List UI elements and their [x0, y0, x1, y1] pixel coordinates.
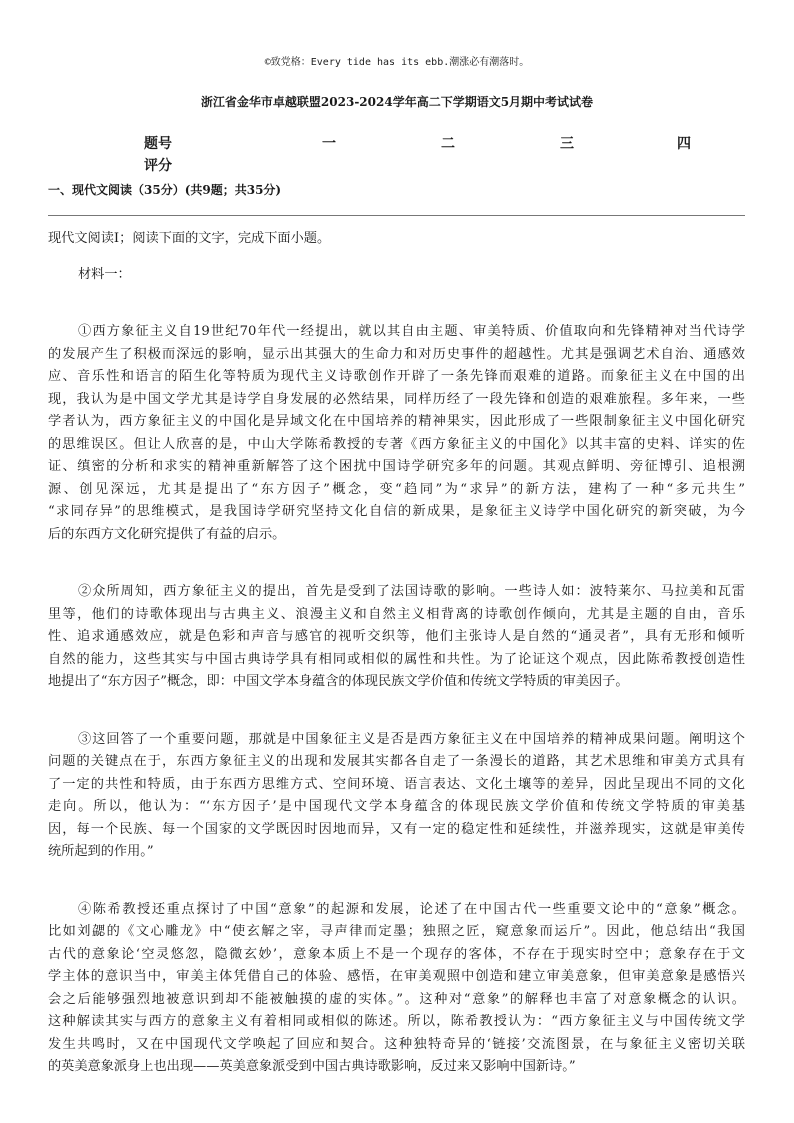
row-label-score: 评分 [144, 158, 172, 174]
score-table-header-row [0, 133, 794, 155]
paragraph [48, 581, 745, 694]
paragraph-line: 学主体的意识当中，审美主体凭借自己的体验、感悟，在审美观照中创造和建立审美意象，但审美意象是感悟兴 [48, 969, 745, 984]
paragraph-line: ④陈希教授还重点探讨了中国“意象”的起源和发展，论述了在中国古代一些重要文论中的“意象”概念。 [78, 901, 745, 917]
intro-instruction: 现代文阅读Ⅰ；阅读下面的文字，完成下面小题。 [48, 231, 331, 246]
paragraph-line: 证、缜密的分析和求实的精神重新解答了这个困扰中国诗学研究多年的问题。其观点鲜明、旁征博引、追根溯 [48, 459, 745, 474]
row-label-question-number: 题号 [144, 136, 172, 152]
score-table [0, 133, 794, 177]
paragraph-line: 发生共鸣时，又在中国现代文学唤起了回应和契合。这种独特奇异的‘链接’交流图景，在与象征主义密切关联 [48, 1036, 745, 1052]
paragraph-line: 古代的意象论‘空灵悠忽，隐微玄妙’，意象本质上不是一个现存的客体，不存在于现实时空中；意象存在于文 [48, 946, 745, 962]
paragraph-line: 的发展产生了积极而深远的影响，显示出其强大的生命力和对历史事件的超越性。尤其是强调艺术自治、通感效 [48, 346, 745, 362]
paragraph-line: 地提出了“东方因子”概念，即：中国文学本身蕴含的体现民族文学价值和传统文学特质的审美因子。 [48, 674, 629, 689]
column-header-4: 四 [677, 136, 691, 152]
paragraph-line: 的思维误区。但让人欣喜的是，中山大学陈希教授的专著《西方象征主义的中国化》以其丰富的史料、详实的佐 [48, 436, 745, 452]
paragraph-gap [48, 694, 745, 729]
paragraph-container [48, 321, 745, 1079]
paragraph-line: 的英美意象派身上也出现——英美意象派受到中国古典诗歌影响，反过来又影响中国新诗。” [48, 1059, 576, 1074]
paragraph-line: 问题的关键点在于，东西方象征主义的出现和发展其实都各自走了一条漫长的道路，其艺术思维和审美方式具有 [48, 754, 745, 769]
paragraph-line: ①西方象征主义自19世纪70年代一经提出，就以其自由主题、审美特质、价值取向和先锋精神对当代诗学 [78, 324, 745, 339]
paragraph-line: ②众所周知，西方象征主义的提出，首先是受到了法国诗歌的影响。一些诗人如：波特莱尔、马拉美和瓦雷 [78, 584, 745, 599]
paragraph-line: ③这回答了一个重要问题，那就是中国象征主义是否是西方象征主义在中国培养的精神成果问题。阐明这个 [78, 731, 745, 747]
column-header-3: 三 [560, 136, 574, 152]
paragraph-line: 走向。所以，他认为：“‘东方因子’是中国现代文学本身蕴含的体现民族文学价值和传统文学特质的审美基 [48, 799, 745, 814]
paragraph-line: 应、音乐性和语言的陌生化等特质为现代主义诗歌创作开辟了一条先锋而艰难的道路。而象征主义在中国的出 [48, 369, 745, 384]
paragraph [48, 321, 745, 546]
paragraph-line: 这种解读其实与西方的意象主义有着相同或相似的陈述。所以，陈希教授认为：“西方象征主义与中国传统文学 [48, 1014, 745, 1029]
paragraph-line: 源、创见深远，尤其是提出了“东方因子”概念，变“趋同”为“求异”的新方法，建构了一种“多元共生” [48, 481, 745, 497]
paragraph-line: 里等，他们的诗歌体现出与古典主义、浪漫主义和自然主义相背离的诗歌创作倾向，尤其是主题的自由，音乐 [48, 606, 745, 622]
paragraph-line: 性、追求通感效应，就是色彩和声音与感官的视听交织等，他们主张诗人是自然的“通灵者”，具有无形和倾听 [48, 629, 745, 644]
paragraph-line: 后的东西方文化研究提供了有益的启示。 [48, 526, 286, 542]
watermark-text: ©致党格：Every tide has its ebb.潮涨必有潮落时。 [264, 57, 530, 68]
section-heading: 一、现代文阅读（35分）(共9题；共35分) [48, 183, 282, 197]
paragraph-line: 现，我认为是中国文学尤其是诗学自身发展的必然结果，同样历经了一段先锋和创造的艰难旅程。多年来，一些 [48, 391, 745, 407]
paragraph-line: 因，每一个民族、每一个国家的文学既因时因地而异，又有一定的稳定性和延续性，并滋养现实，这就是审美传 [48, 821, 745, 837]
paragraph-line: 比如刘勰的《文心雕龙》中“使玄解之宰，寻声律而定墨；独照之匠，窥意象而运斤”。因此，他总结出“我国 [48, 924, 745, 939]
paragraph [48, 899, 745, 1079]
paragraph-gap [48, 546, 745, 581]
paragraph-line: 统所起到的作用。” [48, 844, 154, 859]
document-title: 浙江省金华市卓越联盟2023-2024学年高二下学期语文5月期中考试试卷 [200, 95, 594, 109]
paragraph-line: 学者认为，西方象征主义的中国化是异域文化在中国培养的精神果实，因此形成了一些限制象征主义中国化研究 [48, 414, 745, 429]
material-label: 材料一： [78, 266, 131, 282]
reading-passage [48, 228, 745, 1079]
paragraph [48, 729, 745, 864]
paragraph-line: 了一定的共性和特质，由于东西方思维方式、空间环境、语言表达、文化土壤等的差异，因此呈现出不同的文化 [48, 776, 745, 792]
paragraph-gap [48, 864, 745, 899]
column-header-2: 二 [441, 136, 455, 152]
paragraph-line: 自然的能力，这些其实与中国古典诗学具有相同或相似的属性和共性。为了论证这个观点，因此陈希教授创造性 [48, 651, 745, 667]
paragraph-line: 会之后能够强烈地被意识到却不能被触摸的虚的实体。”。这种对“意象”的解释也丰富了对意象概念的认识。 [48, 991, 745, 1007]
score-table-score-row [0, 155, 794, 177]
divider [48, 215, 745, 216]
paragraph-line: “求同存异”的思维模式，是我国诗学研究坚持文化自信的新成果，是象征主义诗学中国化研究的新突破，为今 [48, 504, 745, 519]
column-header-1: 一 [322, 136, 336, 152]
